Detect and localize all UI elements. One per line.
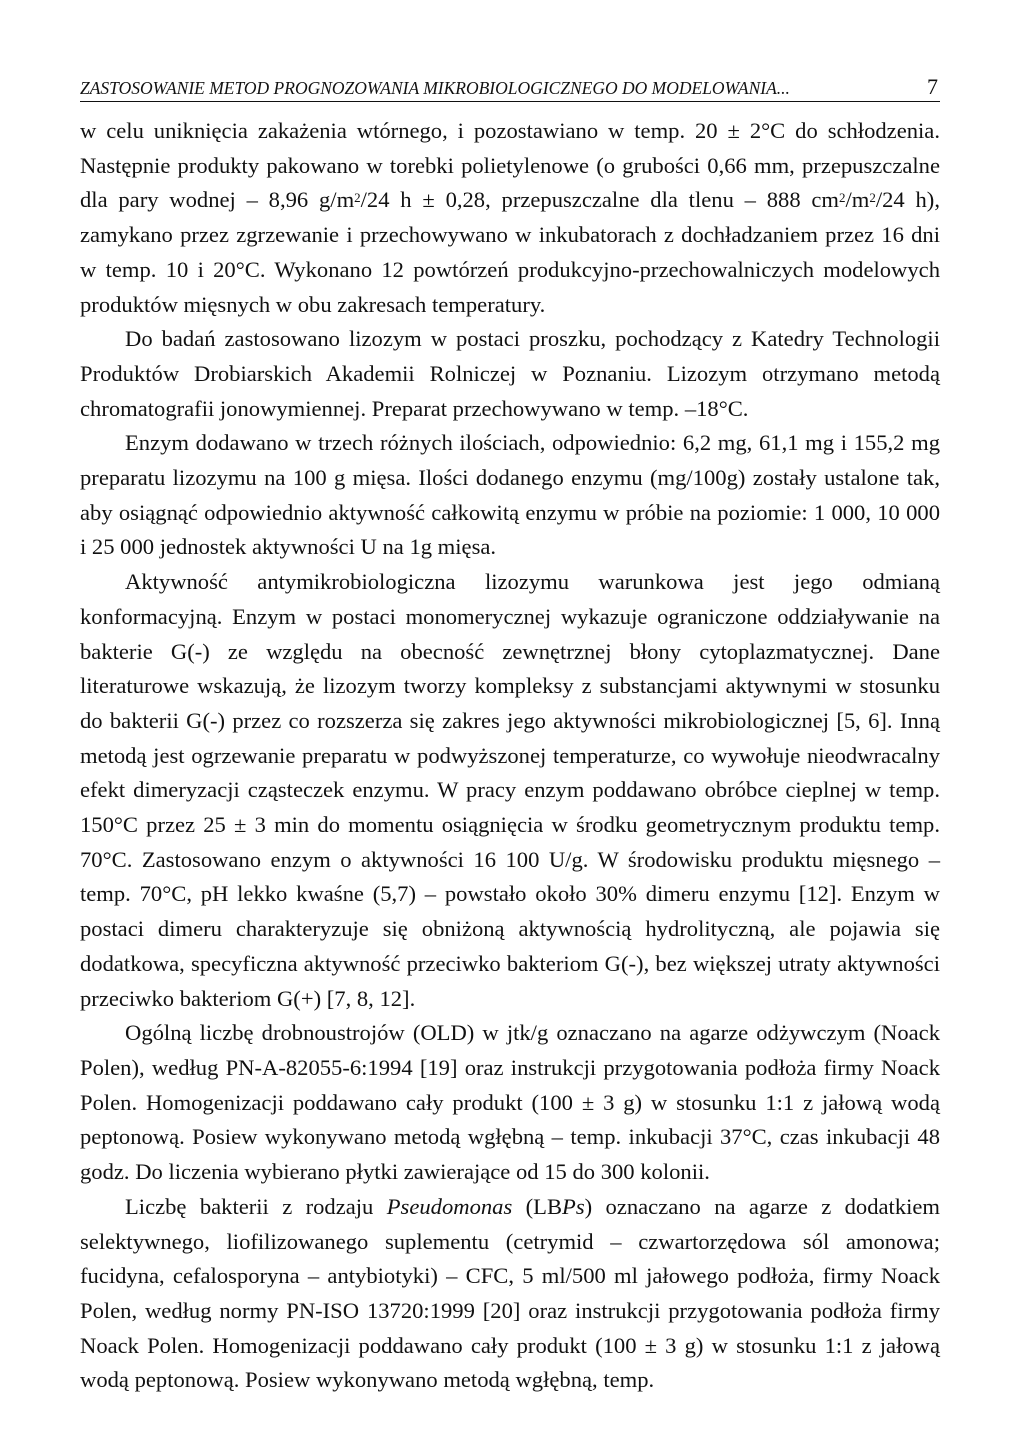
p1-sup-3: 2: [869, 189, 876, 205]
p1-sup-1: 2: [354, 189, 361, 205]
paragraph-2: Do badań zastosowano lizozym w postaci proszku, pochodzący z Katedry Technologii Produktów Drobiarskich Akademii Rolniczej w Poznaniu. Lizozym otrzymano metodą chromatografii jonowymiennej. Preparat przechowywano w temp. –18°C.: [80, 326, 940, 421]
header-rule: [80, 101, 940, 102]
p6-genus-italic: Pseudomonas: [386, 1193, 513, 1219]
p6-abbrev-italic: Ps: [562, 1193, 585, 1219]
p6-text-a: Liczbę bakterii z rodzaju: [125, 1193, 387, 1219]
paragraph-5: Ogólną liczbę drobnoustrojów (OLD) w jtk/g oznaczano na agarze odżywczym (Noack Polen), według PN-A-82055-6:1994 [19] oraz instrukcji przygotowania podłoża firmy Noack Polen. Homogenizacji poddawano cały produkt (100 ± 3 g) w stosunku 1:1 z jałową wodą peptonową. Posiew wykonywano metodą wgłębną – temp. inkubacji 37°C, czas inkubacji 48 godz. Do liczenia wybierano płytki zawierające od 15 do 300 kolonii.: [80, 1020, 940, 1185]
running-title: ZASTOSOWANIE METOD PROGNOZOWANIA MIKROBIOLOGICZNEGO DO MODELOWANIA...: [80, 78, 790, 98]
paragraph-3: Enzym dodawano w trzech różnych ilościach, odpowiednio: 6,2 mg, 61,1 mg i 155,2 mg preparatu lizozymu na 100 g mięsa. Ilości dodanego enzymu (mg/100g) zostały ustalone tak, aby osiągnąć odpowiednio aktywność całkowitą enzymu w próbie na poziomie: 1 000, 10 000 i 25 000 jednostek aktywności U na 1g mięsa.: [80, 430, 940, 560]
p1-text-a: w celu uniknięcia zakażenia wtórnego, i pozostawiano w temp. 20 ± 2°C do schłodzenia. Następnie produkty pakowano w torebki polietylenowe (o grubości 0,66 mm, przepuszczalne dla pary wodnej – 8,96 g/m: [80, 118, 940, 213]
body-text: [80, 114, 940, 1398]
p1-sup-2: 2: [839, 189, 846, 205]
paragraph-6: [80, 1190, 940, 1398]
p1-text-b: /24 h ± 0,28, przepuszczalne dla tlenu – 888 cm: [360, 187, 839, 213]
p1-text-d: /24 h), zamykano przez zgrzewanie i przechowywano w inkubatorach z dochładzaniem przez 16 dni w temp. 10 i 20°C. Wykonano 12 powtórzeń produkcyjno-przechowalniczych modelowych produktów mięsnych w obu zakresach temperatury.: [80, 187, 940, 317]
p1-text-c: /m: [845, 187, 870, 213]
running-header: [80, 74, 940, 104]
p6-text-b: (LB: [512, 1193, 563, 1219]
page-number: 7: [927, 74, 938, 99]
paragraph-1: [80, 114, 940, 322]
p6-text-c: ) oznaczano na agarze z dodatkiem selektywnego, liofilizowanego suplementu (cetrymid – czwartorzędowa sól amonowa; fucidyna, cefalosporyna – antybiotyki) – CFC, 5 ml/500 ml jałowego podłoża, firmy Noack Polen, według normy PN-ISO 13720:1999 [20] oraz instrukcji przygotowania podłoża firmy Noack Polen. Homogenizacji poddawano cały produkt (100 ± 3 g) w stosunku 1:1 z jałową wodą peptonową. Posiew wykonywano metodą wgłębną, temp.: [80, 1193, 940, 1393]
paragraph-4: Aktywność antymikrobiologiczna lizozymu warunkowa jest jego odmianą konformacyjną. Enzym w postaci monomerycznej wykazuje ograniczone oddziaływanie na bakterie G(-) ze względu na obecność zewnętrznej błony cytoplazmatycznej. Dane literaturowe wskazują, że lizozym tworzy kompleksy z substancjami aktywnymi w stosunku do bakterii G(-) przez co rozszerza się zakres jego aktywności mikrobiologicznej [5, 6]. Inną metodą jest ogrzewanie preparatu w podwyższonej temperaturze, co wywołuje nieodwracalny efekt dimeryzacji cząsteczek enzymu. W pracy enzym poddawano obróbce cieplnej w temp. 150°C przez 25 ± 3 min do momentu osiągnięcia w środku geometrycznym produktu temp. 70°C. Zastosowano enzym o aktywności 16 100 U/g. W środowisku produktu mięsnego – temp. 70°C, pH lekko kwaśne (5,7) – powstało około 30% dimeru enzymu [12]. Enzym w postaci dimeru charakteryzuje się obniżoną aktywnością hydrolityczną, ale pojawia się dodatkowa, specyficzna aktywność przeciwko bakteriom G(-), bez większej utraty aktywności przeciwko bakteriom G(+) [7, 8, 12].: [80, 569, 940, 1011]
